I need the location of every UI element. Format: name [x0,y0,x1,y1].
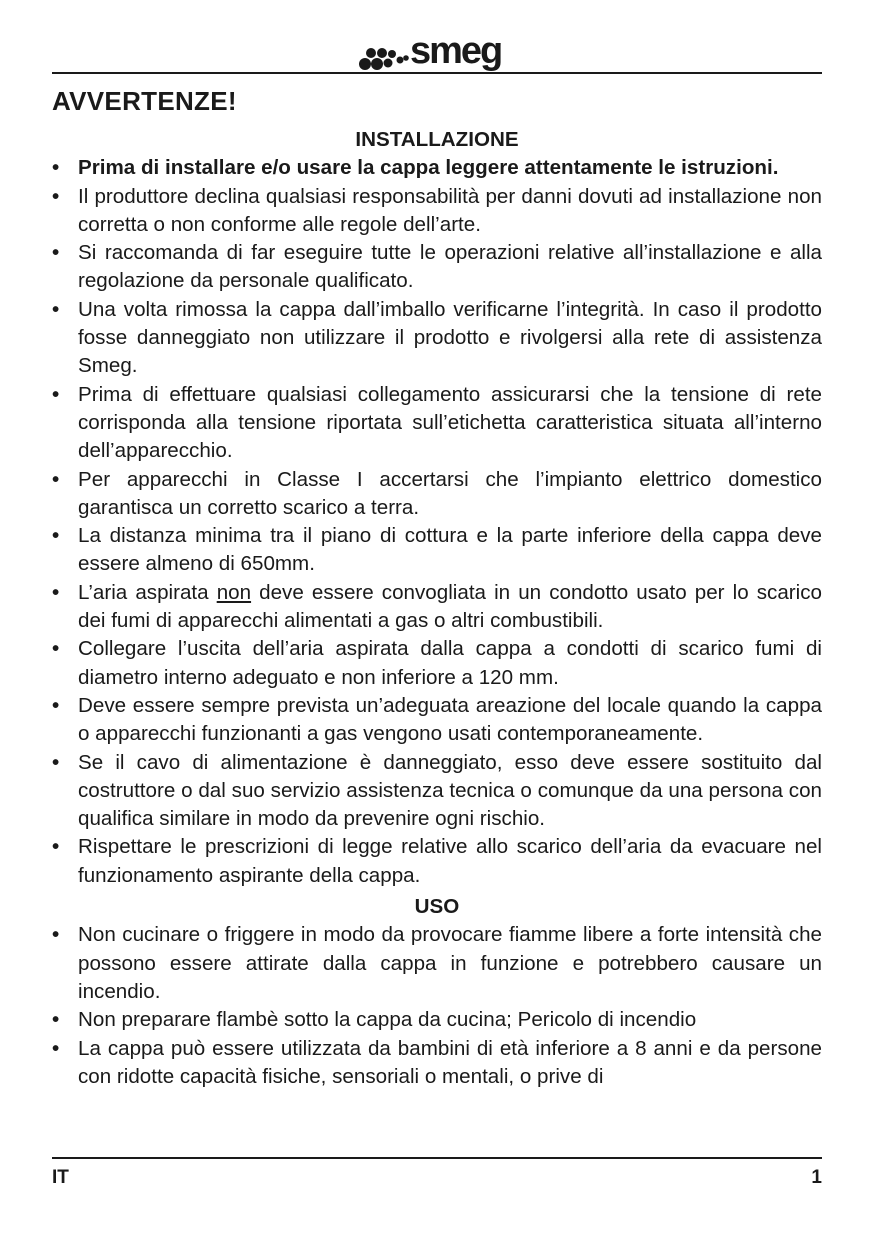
list-item: • Una volta rimossa la cappa dall’imballo verificarne l’integrità. In caso il prodotto fosse danneggiato non utilizzare il prodotto e rivolgersi alla rete di assistenza Smeg. [52,296,822,381]
underlined-text: non [216,580,252,604]
list-item: • Collegare l’uscita dell’aria aspirata dalla cappa a condotti di scarico fumi di diametro interno adeguato e non inferiore a 120 mm. [52,635,822,692]
header-divider [52,72,822,74]
document-body [52,126,822,1091]
list-item: • Si raccomanda di far eseguire tutte le operazioni relative all’installazione e alla regolazione da personale qualificato. [52,239,822,296]
list-item: • Per apparecchi in Classe I accertarsi che l’impianto elettrico domestico garantisca un corretto scarico a terra. [52,466,822,523]
list-item: • Se il cavo di alimentazione è danneggiato, esso deve essere sostituito dal costruttore o dal suo servizio assistenza tecnica o comunque da una persona con qualifica similare in modo da prevenire ogni rischio. [52,749,822,834]
footer-divider [52,1157,822,1159]
page-number: 1 [811,1167,822,1188]
list-item: • Rispettare le prescrizioni di legge relative allo scarico dell’aria da evacuare nel funzionamento aspirante della cappa. [52,833,822,890]
text-segment: L’aria aspirata [78,580,217,604]
text-segment: deve essere convogliata in un condotto usato per lo scarico dei fumi di apparecchi alimentati a gas o altri combustibili. [78,580,822,633]
list-item: • La cappa può essere utilizzata da bambini di età inferiore a 8 anni e da persone con ridotte capacità fisiche, sensoriali o mentali, o prive di [52,1035,822,1092]
list-item: • Non preparare flambè sotto la cappa da cucina; Pericolo di incendio [52,1006,822,1034]
page-title: AVVERTENZE! [52,86,237,116]
list-item: • La distanza minima tra il piano di cottura e la parte inferiore della cappa deve essere almeno di 650mm. [52,522,822,579]
footer-language: IT [52,1167,69,1188]
list-item: • Il produttore declina qualsiasi responsabilità per danni dovuti ad installazione non corretta o non conforme alle regole dell’arte. [52,183,822,240]
brand-logo [358,30,502,74]
list-item: • Non cucinare o friggere in modo da provocare fiamme libere a forte intensità che possono essere attirate dalla cappa in funzione e potrebbero causare un incendio. [52,921,822,1006]
uso-list [52,921,822,1091]
logo-wordmark: smeg [410,30,502,72]
list-item: • Prima di effettuare qualsiasi collegamento assicurarsi che la tensione di rete corrisponda alla tensione riportata sull’etichetta caratteristica situata all’interno dell’apparecchio. [52,381,822,466]
smeg-dots-icon [358,37,410,71]
section-heading-uso: USO [414,895,460,919]
list-item [52,579,822,636]
list-item: • Prima di installare e/o usare la cappa leggere attentamente le istruzioni. [52,154,822,182]
section-heading-installazione: INSTALLAZIONE [355,128,519,151]
installazione-list [52,154,822,890]
list-item: • Deve essere sempre prevista un’adeguata areazione del locale quando la cappa o apparecchi funzionanti a gas vengono usati contemporaneamente. [52,692,822,749]
